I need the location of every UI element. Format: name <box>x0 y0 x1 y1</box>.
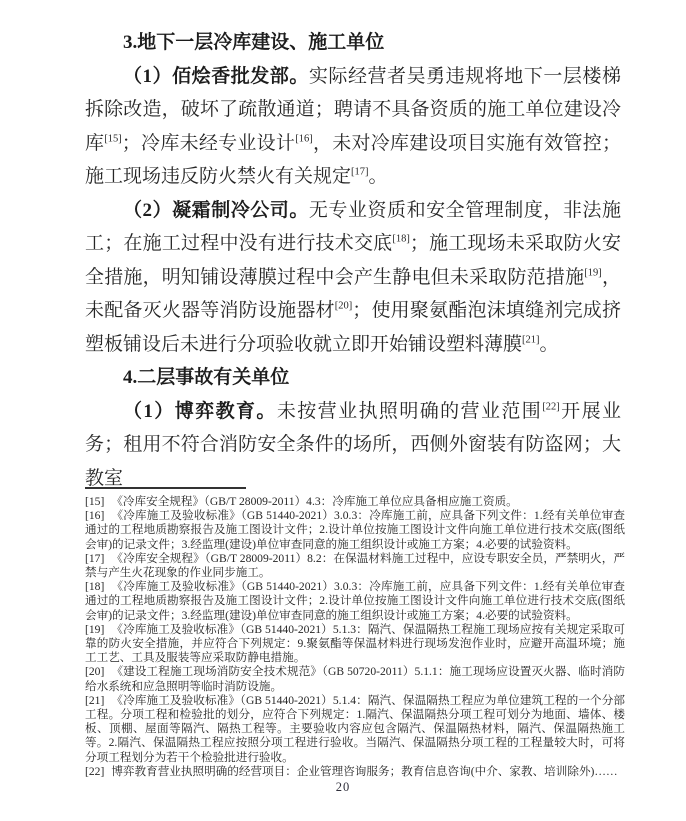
footnote-marker: [20] <box>85 665 105 679</box>
footnote-marker: [22] <box>85 764 105 778</box>
footnote-marker: [19] <box>85 622 105 636</box>
document-body <box>85 26 621 495</box>
footnote-item: [15] 《冷库安全规程》（GB/T 28009-2011）4.3：冷库施工单位应具备相应施工资质。 <box>85 495 518 508</box>
footnote-ref: [18] <box>392 233 410 245</box>
paragraph-lead: （1）博弈教育。 <box>123 400 277 422</box>
body-paragraph: （1）博弈教育。未按营业执照明确的营业范围[22]开展业务；租用不符合消防安全条件的场所，西侧外窗装有防盗网；大教室 <box>85 400 621 489</box>
footnote-ref: [19] <box>584 267 602 279</box>
footnote-item: [17] 《冷库安全规程》（GB/T 28009-2011）8.2：在保温材料施工过程中，应设专职安全员，严禁明火，严禁与产生火花现象的作业同步施工。 <box>85 551 625 580</box>
footnote-ref: [22] <box>542 401 560 413</box>
footnote-item: [21] 《冷库施工及验收标准》（GB 51440-2021）5.1.4：隔汽、保温隔热工程应为单位建筑工程的一个分部工程。分项工程和检验批的划分，应符合下列规定：1.隔汽、保温隔热分项工程可划分为地面、墙体、楼板、顶棚、屋面等隔汽、隔热工程等。主要验收内容应包含隔汽、保温隔热材料，隔汽、保温隔热施工等。2.隔汽、保温隔热工程应按照分项工程进行验收。当隔汽、保温隔热分项工程的工程量较大时，可将分项工程划分为若干个检验批进行验收。 <box>85 693 625 764</box>
footnote-marker: [17] <box>85 551 105 565</box>
paragraph-lead: （2）凝霜制冷公司。 <box>123 199 309 221</box>
footnote-item: [22] 博弈教育营业执照明确的经营项目：企业管理咨询服务；教育信息咨询(中介、家教、培训除外)…… <box>85 764 618 778</box>
footnote-item: [20] 《建设工程施工现场消防安全技术规范》（GB 50720-2011）5.1.1：施工现场应设置灭火器、临时消防给水系统和应急照明等临时消防设施。 <box>85 665 625 693</box>
footnote-ref: [16] <box>295 133 313 145</box>
footnote-ref: [17] <box>351 166 369 178</box>
footnotes-section <box>85 495 625 779</box>
page-number: 20 <box>335 780 351 794</box>
footnote-ref: [15] <box>104 133 122 145</box>
body-paragraph: （2）凝霜制冷公司。无专业资质和安全管理制度，非法施工；在施工过程中没有进行技术交底[18]；施工现场未采取防火安全措施，明知铺设薄膜过程中会产生静电但未采取防范措施[19]，未配备灭火器等消防设施器材[20]；使用聚氨酯泡沫填缝剂完成挤塑板铺设后未进行分项验收就立即开始铺设塑料薄膜[21]。 <box>85 199 621 355</box>
body-paragraph: （1）佰烩香批发部。实际经营者吴勇违规将地下一层楼梯拆除改造，破坏了疏散通道；聘请不具备资质的施工单位建设冷库[15]；冷库未经专业设计[16]，未对冷库建设项目实施有效管控；施工现场违反防火禁火有关规定[17]。 <box>85 65 621 187</box>
section-heading: 3.地下一层冷库建设、施工单位 <box>123 32 385 53</box>
footnote-item: [19] 《冷库施工及验收标准》（GB 51440-2021）5.1.3：隔汽、保温隔热工程施工现场应按有关规定采取可靠的防火安全措施，并应符合下列规定：9.聚氨酯等保温材料进行现场发泡作业时，应避开高温环境；施工工艺、工具及服装等应采取防静电措施。 <box>85 622 625 665</box>
paragraph-lead: （1）佰烩香批发部。 <box>123 65 309 87</box>
footnote-separator <box>85 487 246 489</box>
footnote-marker: [15] <box>85 495 105 508</box>
footnote-item: [16] 《冷库施工及验收标准》（GB 51440-2021）3.0.3：冷库施工前，应具备下列文件：1.经有关单位审查通过的工程地质勘察报告及施工图设计文件；2.设计单位按施工图设计文件向施工单位进行技术交底(图纸会审)的记录文件；3.经监理(建设)单位审查同意的施工组织设计或施工方案；4.必要的试验资料。 <box>85 509 625 551</box>
footnote-ref: [21] <box>522 334 540 346</box>
section-heading: 4.二层事故有关单位 <box>123 367 290 388</box>
footnote-marker: [21] <box>85 693 105 707</box>
footnote-item: [18] 《冷库施工及验收标准》（GB 51440-2021）3.0.3：冷库施工前，应具备下列文件：1.经有关单位审查通过的工程地质勘察报告及施工图设计文件；2.设计单位按施工图设计文件向施工单位进行技术交底(图纸会审)的记录文件；3.经监理(建设)单位审查同意的施工组织设计或施工方案；4.必要的试验资料。 <box>85 580 625 622</box>
footnote-ref: [20] <box>334 300 353 312</box>
footnote-marker: [16] <box>85 509 105 523</box>
footnote-marker: [18] <box>85 580 105 594</box>
